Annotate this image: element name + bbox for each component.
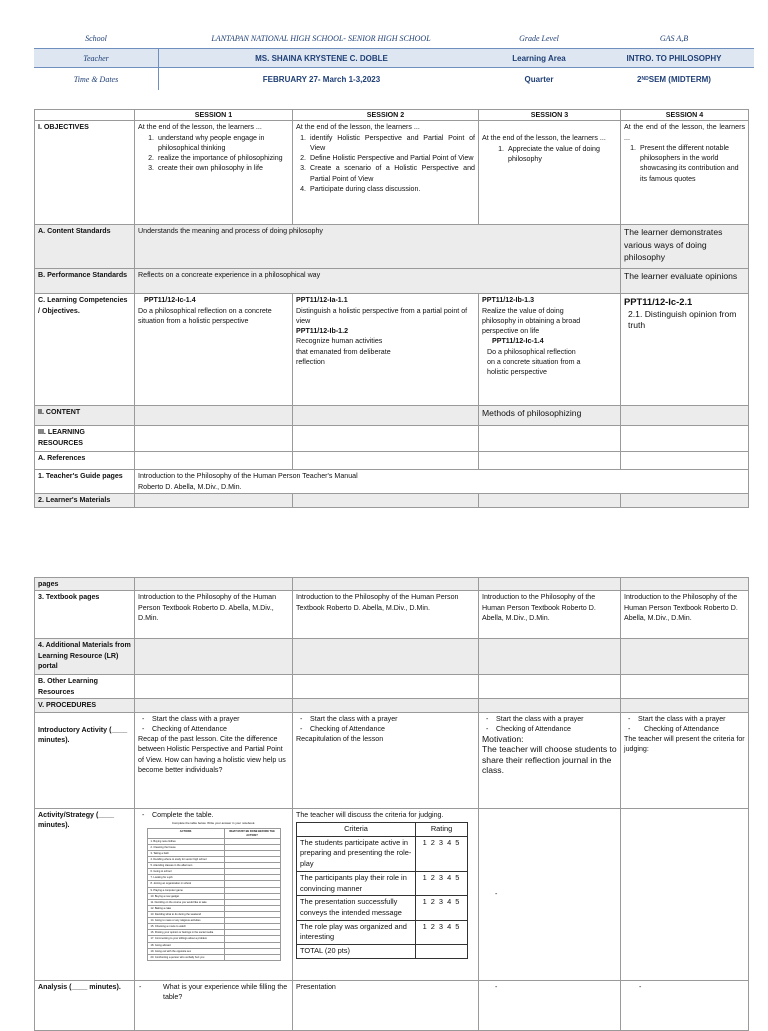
empty-cell bbox=[621, 494, 749, 507]
worksheet-row bbox=[147, 954, 280, 960]
competency-text: 2.1. Distinguish opinion from truth bbox=[628, 308, 737, 330]
worksheet-action: 17. Commenting to your siblings about a problem bbox=[147, 936, 224, 942]
worksheet-action: 10. Buying a new gadget bbox=[147, 893, 224, 899]
session-1-header: SESSION 1 bbox=[135, 110, 293, 121]
additional-materials-label: 4. Additional Materials from Learning Resource (LR) portal bbox=[35, 639, 135, 675]
time-dates-label: Time & Dates bbox=[73, 74, 119, 84]
worksheet-action: 4. Deciding where to study for senior high school bbox=[147, 856, 224, 862]
time-dates-value: FEBRUARY 27- March 1-3,2023 bbox=[158, 68, 484, 90]
empty-cell bbox=[479, 639, 621, 675]
competency-text: Recognize human activities that emanated from deliberate reflection bbox=[296, 337, 391, 366]
worksheet-action: 2. Cleaning the house bbox=[147, 844, 224, 850]
empty-cell bbox=[135, 426, 293, 452]
empty-cell bbox=[293, 452, 479, 470]
empty-cell bbox=[293, 578, 479, 591]
worksheet-action: 9. Playing a computer game bbox=[147, 887, 224, 893]
content-row bbox=[35, 406, 749, 426]
objectives-s2-item: 2. Define Holistic Perspective and Partial Point of View bbox=[308, 153, 475, 163]
rubric-row bbox=[297, 920, 468, 944]
activity-s1 bbox=[135, 808, 293, 980]
empty-cell bbox=[479, 452, 621, 470]
rubric-rating: 1 2 3 4 5 bbox=[416, 896, 468, 920]
rubric-criteria: The presentation successfully conveys the intended message bbox=[297, 896, 416, 920]
dll-table-part-2 bbox=[34, 577, 749, 1031]
performance-standards-s4: The learner evaluate opinions bbox=[621, 269, 749, 294]
bullet-item: - Start the class with a prayer bbox=[482, 714, 617, 724]
rubric-header-criteria: Criteria bbox=[297, 822, 416, 836]
learners-materials-row bbox=[35, 494, 749, 507]
content-standards-s1-3: Understands the meaning and process of doing philosophy bbox=[135, 225, 621, 269]
competency-text: Do a philosophical reflection on a concrete situation from a holistic perspective bbox=[487, 347, 581, 377]
objectives-s1-item: 3. create their own philosophy in life bbox=[156, 163, 289, 173]
worksheet-thumbnail bbox=[147, 822, 281, 961]
worksheet-action: 19. Going out with the opposite sex bbox=[147, 948, 224, 954]
empty-cell bbox=[135, 699, 293, 712]
rubric-criteria: The students participate active in preparing and presenting the role-play bbox=[297, 836, 416, 871]
analysis-s1: - What is your experience while filling the table? bbox=[135, 980, 293, 1030]
worksheet-action: 16. Posting your opinion or feelings in the social media bbox=[147, 930, 224, 936]
introductory-label: Introductory Activity (____ minutes). bbox=[35, 712, 135, 808]
session-3-header: SESSION 3 bbox=[479, 110, 621, 121]
competency-code: PPT11/12-Ic-1.4 bbox=[492, 337, 544, 346]
empty-cell bbox=[621, 675, 749, 699]
empty-cell bbox=[621, 426, 749, 452]
content-s1 bbox=[135, 406, 293, 426]
competency-code: PPT11/12-Ib-1.3 bbox=[482, 296, 535, 305]
other-resources-label: B. Other Learning Resources bbox=[35, 675, 135, 699]
empty-cell bbox=[293, 699, 479, 712]
bullet-item: - Checking of Attendance bbox=[482, 724, 617, 734]
empty-cell bbox=[135, 639, 293, 675]
header-row-time bbox=[34, 68, 754, 90]
worksheet-action: 18. Going abroad bbox=[147, 942, 224, 948]
empty-cell bbox=[621, 699, 749, 712]
learning-area-value: INTRO. TO PHILOSOPHY bbox=[626, 53, 722, 63]
content-s3: Methods of philosophizing bbox=[479, 406, 621, 426]
dll-header bbox=[34, 28, 754, 90]
empty-cell bbox=[479, 675, 621, 699]
worksheet-title: Complete the table below. Write your answer in your notebook. bbox=[171, 820, 256, 825]
objectives-s1 bbox=[135, 121, 293, 225]
objectives-s2 bbox=[293, 121, 479, 225]
bullet-item: - Complete the table. bbox=[138, 810, 289, 820]
learning-area-label: Learning Area bbox=[512, 53, 566, 63]
rubric-row bbox=[297, 896, 468, 920]
analysis-s3: - bbox=[479, 980, 621, 1030]
objectives-s3-item: 1. Appreciate the value of doing philosophy bbox=[506, 144, 617, 165]
procedures-label: V. PROCEDURES bbox=[35, 699, 135, 712]
competencies-s4 bbox=[621, 294, 749, 406]
textbook-s4: Introduction to the Philosophy of the Human Person Textbook Roberto D. Abella, M.Div., D.Min. bbox=[621, 591, 749, 639]
worksheet-answer-cell bbox=[224, 954, 280, 960]
rubric-rating: 1 2 3 4 5 bbox=[416, 920, 468, 944]
empty-cell bbox=[293, 675, 479, 699]
teachers-guide-value bbox=[135, 470, 749, 494]
motivation-heading: Motivation: bbox=[482, 734, 524, 745]
activity-s2 bbox=[293, 808, 479, 980]
objectives-s4-item: 1. Present the different notable philosophers in the world showcasing its contribution and its famous quotes bbox=[638, 143, 745, 184]
bullet-item: - Checking of Attendance bbox=[296, 724, 475, 734]
teachers-guide-label: 1. Teacher's Guide pages bbox=[35, 470, 135, 494]
worksheet-action: 13. Deciding what to do during the weekend bbox=[147, 911, 224, 917]
competency-code: PPT11/12-Ic-1.4 bbox=[144, 296, 196, 305]
session-4-header: SESSION 4 bbox=[621, 110, 749, 121]
competencies-s2 bbox=[293, 294, 479, 406]
content-s2 bbox=[293, 406, 479, 426]
worksheet-action: 3. Taking a bath bbox=[147, 850, 224, 856]
bullet-item: - Start the class with a prayer bbox=[138, 714, 289, 724]
empty-cell bbox=[621, 452, 749, 470]
criteria-rubric bbox=[296, 822, 468, 959]
worksheet-rows bbox=[147, 838, 280, 960]
empty-cell bbox=[293, 639, 479, 675]
header-row-teacher bbox=[34, 48, 754, 68]
empty-cell bbox=[135, 675, 293, 699]
worksheet-action: 8. Joining an organization in school bbox=[147, 881, 224, 887]
competency-code: PPT11/12-Ib-1.2 bbox=[296, 327, 349, 336]
bullet-item: - Start the class with a prayer bbox=[296, 714, 475, 724]
competency-code: PPT11/12-Ia-1.1 bbox=[296, 296, 348, 305]
empty-cell bbox=[135, 494, 293, 507]
content-standards-row bbox=[35, 225, 749, 269]
worksheet-action: 7. Looking for a job bbox=[147, 875, 224, 881]
references-label: A. References bbox=[35, 452, 135, 470]
worksheet-header: WHAT MUST BE DONE BEFORE THE ACTION? bbox=[224, 829, 280, 838]
textbook-s1: Introduction to the Philosophy of the Human Person Textbook Roberto D. Abella, M.Div., D.Min. bbox=[135, 591, 293, 639]
objectives-label: I. OBJECTIVES bbox=[35, 121, 135, 225]
activity-s4 bbox=[621, 808, 749, 980]
objectives-s3-intro: At the end of the lesson, the learners ... bbox=[482, 134, 606, 143]
rubric-criteria: The participants play their role in convincing manner bbox=[297, 871, 416, 895]
activity-row bbox=[35, 808, 749, 980]
performance-standards-label: B. Performance Standards bbox=[35, 269, 135, 294]
references-row bbox=[35, 452, 749, 470]
introductory-s2 bbox=[293, 712, 479, 808]
empty-cell bbox=[479, 494, 621, 507]
introductory-s1 bbox=[135, 712, 293, 808]
analysis-label: Analysis (____ minutes). bbox=[35, 980, 135, 1030]
empty-cell bbox=[416, 945, 468, 959]
rubric-total: TOTAL (20 pts) bbox=[297, 945, 416, 959]
empty-cell bbox=[135, 452, 293, 470]
teacher-label: Teacher bbox=[83, 53, 109, 63]
competencies-s1 bbox=[135, 294, 293, 406]
learning-resources-row bbox=[35, 426, 749, 452]
quarter-value: 2 ND SEM (MIDTERM) bbox=[637, 74, 711, 84]
header-row-school bbox=[34, 28, 754, 48]
objectives-s4-intro: At the end of the lesson, the learners ... bbox=[624, 123, 745, 142]
activity-s3: - bbox=[479, 808, 621, 980]
worksheet-action: 11. Deciding on the course you would like to take bbox=[147, 899, 224, 905]
empty-cell bbox=[621, 639, 749, 675]
analysis-s2: Presentation bbox=[293, 980, 479, 1030]
worksheet-action: 5. Attending classes in the afternoon bbox=[147, 863, 224, 869]
rubric-header-rating: Rating bbox=[416, 822, 468, 836]
worksheet-action: 1. Buying new clothes bbox=[147, 838, 224, 844]
procedures-row bbox=[35, 699, 749, 712]
session-header-row bbox=[35, 110, 749, 121]
content-label: II. CONTENT bbox=[35, 406, 135, 426]
quarter-label: Quarter bbox=[524, 74, 554, 84]
objectives-s1-intro: At the end of the lesson, the learners ... bbox=[138, 123, 262, 132]
objectives-s2-item: 1. identify Holistic Perspective and Partial Point of View bbox=[308, 133, 475, 154]
performance-standards-row bbox=[35, 269, 749, 294]
rubric-rating: 1 2 3 4 5 bbox=[416, 836, 468, 871]
learners-materials-label-cont: pages bbox=[35, 578, 135, 591]
content-standards-label: A. Content Standards bbox=[35, 225, 135, 269]
introductory-s4-text: The teacher will present the criteria for judging: bbox=[624, 735, 745, 754]
competency-text: Distinguish a holistic perspective from a partial point of view bbox=[296, 306, 468, 325]
objectives-row bbox=[35, 121, 749, 225]
grade-level-value: GAS A,B bbox=[659, 33, 689, 43]
performance-standards-s1-3: Reflects on a concreate experience in a philosophical way bbox=[135, 269, 621, 294]
empty-cell bbox=[479, 699, 621, 712]
introductory-s3-text: The teacher will choose students to share their reflection journal in the class. bbox=[482, 744, 617, 776]
textbook-row bbox=[35, 591, 749, 639]
activity-s2-text: The teacher will discuss the criteria for judging. bbox=[296, 810, 444, 819]
introductory-row bbox=[35, 712, 749, 808]
worksheet-action: 20. Confronting a person who verbally hurt you bbox=[147, 954, 224, 960]
introductory-s3 bbox=[479, 712, 621, 808]
dll-table-part-1 bbox=[34, 109, 749, 508]
objectives-s2-intro: At the end of the lesson, the learners ... bbox=[296, 123, 420, 132]
worksheet-table bbox=[147, 828, 281, 960]
empty-cell bbox=[479, 578, 621, 591]
empty-cell bbox=[479, 426, 621, 452]
content-standards-s4: The learner demonstrates various ways of doing philosophy bbox=[621, 225, 749, 269]
textbook-s3: Introduction to the Philosophy of the Human Person Textbook Roberto D. Abella, M.Div., D.Min. bbox=[479, 591, 621, 639]
teachers-guide-line: Introduction to the Philosophy of the Human Person Teacher's Manual bbox=[138, 472, 358, 481]
bullet-item: - Checking of Attendance bbox=[138, 724, 289, 734]
textbook-s2: Introduction to the Philosophy of the Human Person Textbook Roberto D. Abella, M.Div., D.Min. bbox=[293, 591, 479, 639]
competency-text: Do a philosophical reflection on a concrete situation from a holistic perspective bbox=[138, 306, 272, 325]
competencies-s3 bbox=[479, 294, 621, 406]
worksheet-header: ACTIONS bbox=[147, 829, 224, 838]
rubric-row bbox=[297, 836, 468, 871]
rubric-rating: 1 2 3 4 5 bbox=[416, 871, 468, 895]
learners-materials-label: 2. Learner's Materials bbox=[35, 494, 135, 507]
textbook-label: 3. Textbook pages bbox=[35, 591, 135, 639]
other-resources-row bbox=[35, 675, 749, 699]
worksheet-action: 6. Going to school bbox=[147, 869, 224, 875]
teacher-value: MS. SHAINA KRYSTENE C. DOBLE bbox=[158, 49, 484, 67]
worksheet-action: 15. Choosing a movie to watch bbox=[147, 924, 224, 930]
teachers-guide-row bbox=[35, 470, 749, 494]
worksheet-action: 12. Baking a cake bbox=[147, 905, 224, 911]
objectives-s2-item: 4. Participate during class discussion. bbox=[308, 184, 475, 194]
empty-cell bbox=[135, 578, 293, 591]
empty-cell bbox=[293, 494, 479, 507]
analysis-row bbox=[35, 980, 749, 1030]
activity-label: Activity/Strategy (____ minutes). bbox=[35, 808, 135, 980]
bullet-item: - Start the class with a prayer bbox=[624, 714, 745, 724]
competencies-label: C. Learning Competencies / Objectives. bbox=[35, 294, 135, 406]
objectives-s1-item: 1. understand why people engage in philosophical thinking bbox=[156, 133, 289, 154]
additional-materials-row bbox=[35, 639, 749, 675]
corner-cell bbox=[35, 110, 135, 121]
competency-code: PPT11/12-Ic-2.1 bbox=[624, 296, 693, 308]
objectives-s3 bbox=[479, 121, 621, 225]
learning-resources-label: III. LEARNING RESOURCES bbox=[35, 426, 135, 452]
introductory-s1-text: Recap of the past lesson. Cite the difference between Holistic Perspective and Partial Point of View. How can having a holistic view help us become better individuals? bbox=[138, 735, 286, 774]
competency-text: Realize the value of doing philosophy in obtaining a broad perspective on life bbox=[482, 306, 581, 336]
introductory-s2-text: Recapitulation of the lesson bbox=[296, 735, 384, 744]
objectives-s2-item: 3. Create a scenario of a Holistic Perspective and Partial Point of View bbox=[308, 163, 475, 184]
introductory-s4 bbox=[621, 712, 749, 808]
rubric-criteria: The role play was organized and interesting bbox=[297, 920, 416, 944]
empty-cell bbox=[621, 578, 749, 591]
teachers-guide-line: Roberto D. Abella, M.Div., D.Min. bbox=[138, 482, 242, 491]
school-label: School bbox=[85, 33, 107, 43]
worksheet-action: 14. Going to mass or any religious activities bbox=[147, 918, 224, 924]
bullet-item: - Checking of Attendance bbox=[624, 724, 745, 734]
school-value: LANTAPAN NATIONAL HIGH SCHOOL- SENIOR HIGH SCHOOL bbox=[211, 33, 431, 43]
learners-materials-cont-row bbox=[35, 578, 749, 591]
rubric-row bbox=[297, 871, 468, 895]
objectives-s4 bbox=[621, 121, 749, 225]
grade-level-label: Grade Level bbox=[519, 33, 559, 43]
objectives-s1-item: 2. realize the importance of philosophizing bbox=[156, 153, 289, 163]
content-s4 bbox=[621, 406, 749, 426]
competencies-row bbox=[35, 294, 749, 406]
analysis-s4: - bbox=[621, 980, 749, 1030]
empty-cell bbox=[293, 426, 479, 452]
session-2-header: SESSION 2 bbox=[293, 110, 479, 121]
